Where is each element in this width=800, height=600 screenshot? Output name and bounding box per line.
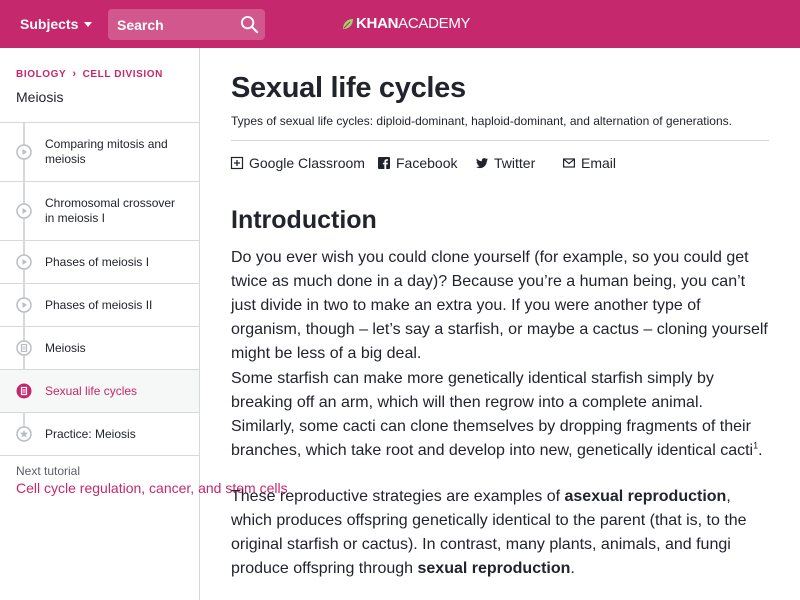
paragraph-3 <box>231 485 771 581</box>
next-tutorial-link[interactable]: Cell cycle regulation, cancer, and stem cells <box>16 480 288 496</box>
section-heading-introduction: Introduction <box>231 206 377 234</box>
sidebar-item-phases-meiosis-2[interactable] <box>0 284 199 327</box>
email-icon <box>563 157 575 169</box>
term-asexual-reproduction: asexual reproduction <box>564 488 727 505</box>
video-play-icon <box>16 144 32 160</box>
logo-text-bold: KHAN <box>356 15 399 32</box>
tutorial-title: Meiosis <box>16 89 64 105</box>
paragraph-2-end: . <box>758 442 763 459</box>
star-icon <box>16 426 32 442</box>
paragraph-2 <box>231 367 771 463</box>
sidebar-item-label: Comparing mitosis and meiosis <box>45 137 168 166</box>
search-box[interactable] <box>108 9 265 40</box>
paragraph-3-text-c: . <box>570 560 575 577</box>
tutorial-item-list <box>0 122 199 456</box>
sidebar-item-label: Phases of meiosis I <box>45 254 150 269</box>
chevron-right-icon: › <box>72 68 77 80</box>
share-bar <box>231 140 769 184</box>
sidebar-item-practice-meiosis[interactable] <box>0 413 199 456</box>
search-input[interactable] <box>108 9 233 40</box>
breadcrumb <box>16 68 163 80</box>
google-classroom-label: Google Classroom <box>249 155 365 171</box>
google-classroom-share-button[interactable] <box>231 155 365 171</box>
paragraph-3-text-a: These reproductive strategies are examples of <box>231 488 565 505</box>
video-play-icon <box>16 254 32 270</box>
khan-academy-logo[interactable] <box>342 15 470 32</box>
twitter-icon <box>476 157 488 169</box>
paragraph-3-text-b: , which produces offspring genetically identical to the parent (that is, to the original starfish or cactus). In contrast, many plants, animals, and fungi produce offspring through <box>231 488 747 577</box>
sidebar-item-meiosis-article[interactable] <box>0 327 199 370</box>
video-play-icon <box>16 203 32 219</box>
top-navigation-bar <box>0 0 800 48</box>
footnote-1-link[interactable]: 1 <box>753 440 759 451</box>
facebook-share-button[interactable] <box>378 155 457 171</box>
sidebar-item-chromosomal-crossover[interactable] <box>0 182 199 241</box>
search-icon[interactable] <box>240 15 259 34</box>
chevron-down-icon <box>84 22 92 27</box>
subjects-menu-button[interactable] <box>20 16 92 32</box>
page-title: Sexual life cycles <box>231 72 466 104</box>
sidebar-item-label: Sexual life cycles <box>45 383 138 398</box>
video-play-icon <box>16 297 32 313</box>
twitter-share-button[interactable] <box>476 155 535 171</box>
term-sexual-reproduction: sexual reproduction <box>417 560 571 577</box>
paragraph-1: Do you ever wish you could clone yourself (for example, so you could get twice as much done in a day)? Because you’re a human being, you can’t just divide in two to make an extra you. If you were another type of organism, though – let’s say a starfish, or maybe a cactus – cloning yourself might be less of a big deal. <box>231 249 768 362</box>
twitter-label: Twitter <box>494 155 536 171</box>
tutorial-sidebar <box>0 48 288 600</box>
article-icon <box>16 383 32 399</box>
logo-text-thin: ACADEMY <box>398 15 471 32</box>
sidebar-item-phases-meiosis-1[interactable] <box>0 241 199 284</box>
paragraph-2-text: Some starfish can make more genetically identical starfish simply by breaking off an arm, which will then regrow into a complete animal. Similarly, some cacti can clone themselves by dropping fragments of their branches, which take root and develop into new, genetically identical cacti <box>231 370 754 459</box>
email-label: Email <box>581 155 617 171</box>
article-subtitle: Types of sexual life cycles: diploid-dominant, haploid-dominant, and alternation of generations. <box>231 114 732 128</box>
facebook-label: Facebook <box>396 155 458 171</box>
sidebar-item-comparing-mitosis-meiosis[interactable] <box>0 123 199 182</box>
sidebar-item-label: Chromosomal crossover in meiosis I <box>45 196 176 225</box>
next-tutorial-label: Next tutorial <box>16 464 81 478</box>
breadcrumb-cell-division[interactable]: CELL DIVISION <box>82 68 163 80</box>
sidebar-item-label: Practice: Meiosis <box>45 426 136 441</box>
facebook-icon <box>378 157 390 169</box>
subjects-label: Subjects <box>20 16 79 32</box>
sidebar-item-sexual-life-cycles[interactable] <box>0 370 199 413</box>
article-icon <box>16 340 32 356</box>
leaf-logo-icon <box>342 18 354 30</box>
sidebar-item-label: Meiosis <box>45 340 86 355</box>
email-share-button[interactable] <box>563 155 616 171</box>
sidebar-item-label: Phases of meiosis II <box>45 297 153 312</box>
google-classroom-icon <box>231 157 243 169</box>
breadcrumb-biology[interactable]: BIOLOGY <box>16 68 67 80</box>
